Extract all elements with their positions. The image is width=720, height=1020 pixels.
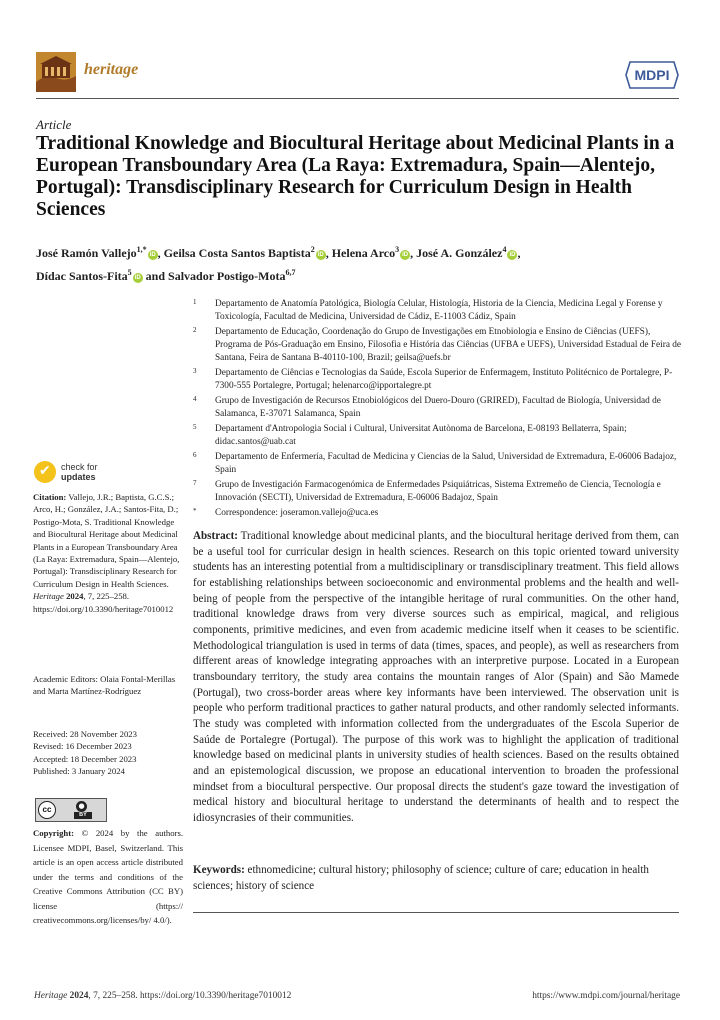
cc-icon: cc [38,801,56,819]
orcid-icon[interactable]: iD [134,275,141,281]
orcid-icon[interactable]: iD [317,252,324,258]
mdpi-logo[interactable] [624,60,680,95]
affiliation-text: Departament d'Antropologia Social i Cultural, Universitat Autònoma de Barcelona, E-08193 Bellaterra, Spain; didac.santos@uab.cat [215,424,627,447]
affiliation-item [193,298,685,324]
affiliation-item [193,451,685,477]
academic-editors: Academic Editors: Olaia Fontal-Merillas and Marta Martínez-Rodríguez [33,674,176,697]
author-name[interactable]: Geilsa Costa Santos Baptista [163,246,311,260]
check-updates-line1: check for [61,462,98,472]
author-sup: 3 [395,245,400,254]
citation-label: Citation: [33,492,67,502]
citation-year: 2024 [66,591,84,602]
affiliation-number: 4 [193,395,197,403]
author-sup: 1,* [136,245,147,254]
journal-logo [36,52,76,92]
svg-text:MDPI: MDPI [634,67,670,83]
author-name[interactable]: José A. González [416,246,503,260]
footer-doi[interactable]: , 7, 225–258. https://doi.org/10.3390/heritage7010012 [88,991,292,1001]
affiliation-number: 7 [193,479,197,487]
abstract-text: Traditional knowledge about medicinal plants, and the biocultural heritage derived from them, can be a useful tool for curricular design in health sciences. Research on this topic oriented toward university students has an interesting potential from a multidisciplinary or transdisciplinary treatment. This field allows for establishing relationships between socioeconomic and environmental problems and the health and well-being of people from the perspective of the intangible heritage of rural communities. On the other hand, traditional knowledge draws from very diverse sources such as empirical, magical, and religious components, primitive medicines, and even from academic medicine itself when it ceases to be scientific. Methodological triangulation is used in terms of data (times, spaces, and people), as well as researchers from different areas of knowledge integrating approaches with an interpretive purpose. Located in a European transboundary territory, the study area contains the mountain ranges of Alor (Spain) and São Mamede (Portugal), two cross-border areas where key informants have been interviewed. The observation unit is people who perform traditional practices to gather natural products, and other randomly selected informants. The study was completed with information collected from the undergraduates of the Escola Superior de Saúde de Portalegre (Portugal). The purpose of this work was to highlight the application of traditional knowledge based on medicinal plants in university studies of health sciences. Based on the results obtained and an epistemological discussion, we propose an educational intervention to broaden the professional mindset from a biocultural perspective. Our proposal directs the student's gaze toward the investigation of medical history and biocultural heritage to understand the determinants of health and to respect the idiosyncrasies of their communities. [193,530,679,824]
author-sup: 4 [502,245,507,254]
footer-journal: Heritage [34,991,68,1001]
copyright-text: © 2024 by the authors. Licensee MDPI, Basel, Switzerland. This article is an open access article distributed under the terms and conditions of the Creative Commons Attribution (CC BY) license (https:// creativecommons.org/licenses/by/ 4.0/). [33,828,183,925]
footer-year: 2024 [69,991,89,1001]
copyright-label: Copyright: [33,828,75,838]
date-published: Published: 3 January 2024 [33,766,125,777]
author-list: José Ramón Vallejo$^{1,*}$iD , Geilsa Costa Santos Baptista$^2$iD , Helena Arco$^3$iD , José A. González$^4$iD , Dídac Santos-Fita$^5$iD and Salvador Postigo-Mota$^{6,7}$ [36,245,521,283]
article-title: Traditional Knowledge and Biocultural Heritage about Medicinal Plants in a European Transboundary Area (La Raya: Extremadura, Spain—Alentejo, Portugal): Transdisciplinary Research for Curriculum Design in Health Sciences [36,133,675,220]
date-received: Received: 28 November 2023 [33,729,137,739]
author-name[interactable]: Salvador Postigo-Mota [168,269,286,283]
date-revised: Revised: 16 December 2023 [33,741,132,752]
author-sup: 6,7 [285,268,296,277]
affiliation-text: Departamento de Anatomía Patológica, Biología Celular, Histología, Historia de la Ciencia, Medicina Legal y Forense y Toxicología, Facultad de Medicina, Universidad de Cádiz, E-11003 Cádiz, Spain [215,299,663,322]
orcid-icon[interactable]: iD [149,252,156,258]
author-name[interactable]: José Ramón Vallejo [36,246,137,260]
citation-text: Vallejo, J.R.; Baptista, G.C.S.; Arco, H.; González, J.A.; Santos-Fita, D.; Postigo-Mota, S. Traditional Knowledge and Biocultural Heritage about Medicinal Plants in a European Transboundary Area (La Raya: Extremadura, Spain—Alentejo, Portugal): Transdisciplinary Research for Curriculum Design in Health Sciences. [33,492,180,589]
affiliation-text: Departamento de Educação, Coordenação do Grupo de Investigações em Etnobiologia e Ensino de Ciências (UEFS), Programa de Pós-Graduação em Ensino, Filosofia e História das Ciências (UFBA e UEFS), Universidad Estadual de Feira de Santana, Feira de Santana B-40110-100, Brazil; geilsa@uefs.br [215,327,682,363]
orcid-icon[interactable]: iD [402,252,409,258]
affiliation-item [193,326,685,365]
author-sup: 5 [127,268,132,277]
affiliation-text: Grupo de Investigación de Recursos Etnobiológicos del Duero-Douro (GRIRED), Facultad de Biología, Universidad de Salamanca, E-37071 Salamanca, Spain [215,396,661,419]
author-name[interactable]: Helena Arco [331,246,396,260]
affiliation-text: Departamento de Enfermería, Facultad de Medicina y Ciencias de la Salud, Universidad de Extremadura, E-06006 Badajoz, Spain [215,452,677,475]
affiliation-item [193,395,685,421]
author-connector: and [145,269,166,283]
author-sup: 2 [310,245,315,254]
by-label: BY [74,812,92,819]
footer-journal-link[interactable]: https://www.mdpi.com/journal/heritage [532,991,680,1001]
article-type: Article [36,117,72,132]
footer-citation [34,991,291,1001]
citation-block [33,491,183,615]
date-accepted: Accepted: 18 December 2023 [33,753,137,764]
keywords [193,863,679,894]
abstract-label: Abstract: [193,530,238,542]
affiliations [193,298,685,522]
keywords-divider [193,912,679,913]
check-updates-line2: updates [61,472,96,482]
affiliation-number: 1 [193,298,197,306]
abstract [193,529,679,826]
author-name[interactable]: Dídac Santos-Fita [36,269,128,283]
affiliation-item [193,367,685,393]
keywords-text: ethnomedicine; cultural history; philosophy of science; culture of care; education in health sciences; history of science [193,864,649,892]
affiliation-text: Departamento de Ciências e Tecnologias da Saúde, Escola Superior de Enfermagem, Instituto Politécnico de Portalegre, P-7300-555 Portalegre, Portugal; helenarco@ipportalegre.pt [215,368,673,391]
affiliation-text: Grupo de Investigación Farmacogenómica de Enfermedades Psiquiátricas, Sistema Extremeño de Ciencia, Tecnología e Innovación (SECTI), Universidad de Extremadura, E-06006 Badajoz, Spain [215,480,661,503]
citation-doi-link[interactable]: https://doi.org/10.3390/heritage7010012 [33,603,174,614]
affiliation-number: 3 [193,367,197,375]
citation-volume: , 7, 225–258. [83,591,130,602]
publication-dates [33,728,183,778]
header-divider [36,98,679,99]
affiliation-number: 2 [193,326,197,334]
correspondence-item [193,507,685,520]
person-icon: ● [76,801,87,812]
orcid-icon[interactable]: iD [509,252,516,258]
check-for-updates-button[interactable] [34,461,120,485]
citation-journal: Heritage [33,591,64,602]
affiliation-item [193,423,685,449]
check-updates-icon: ✔ [34,461,56,483]
copyright-block [33,826,183,928]
keywords-label: Keywords: [193,864,245,876]
cc-by-license-badge[interactable] [35,798,107,822]
affiliation-number: 5 [193,423,197,431]
journal-name: heritage [84,61,139,78]
affiliation-number: * [193,507,197,515]
affiliation-item [193,479,685,505]
affiliation-number: 6 [193,451,197,459]
correspondence-text[interactable]: Correspondence: joseramon.vallejo@uca.es [215,508,379,518]
